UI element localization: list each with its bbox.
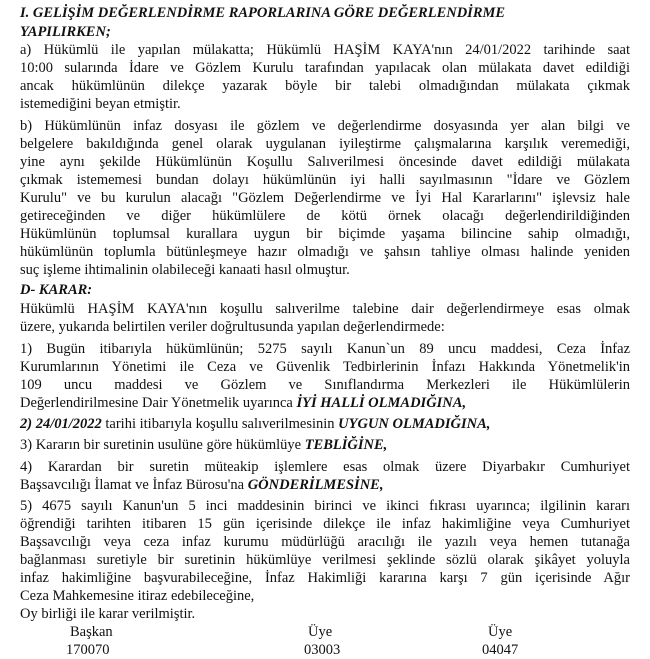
para-b-line: hükümlünün toplumla bütünleşmeye hazır olmadığı ve şahsın tahliye olması halinde yeniden (20, 244, 630, 260)
signature-id-cut: 170070 (66, 642, 110, 658)
item-5-line: Başsavcılığı veya ceza infaz kurumu müdürlüğü aracılığı ile yazılı veya hemen tutanağa (20, 534, 630, 550)
item-5-line: infaz hakimliğine başvurabileceğine, İnfaz Hakimliği kararına karşı 7 gün içerisinde Ağır (20, 570, 630, 586)
closing-line: Oy birliği ile karar verilmiştir. (20, 606, 196, 622)
decision-not-suitable: UYGUN OLMADIĞINA, (338, 416, 491, 432)
decision-send: GÖNDERİLMESİNE, (247, 477, 384, 493)
item-4-line: 4) Karardan bir suretin müteakip işlemlere esas olmak üzere Diyarbakır Cumhuriyet (20, 459, 630, 475)
signature-id-cut: 03003 (304, 642, 341, 658)
para-b-line: Hükümlünün toplumsal kurallara uygun bir biçimde yaşama bilincine sahip olmadığı, (20, 226, 630, 242)
decision-notify: TEBLİĞİNE, (304, 437, 388, 453)
item-3-line: 3) Kararın bir suretinin usulüne göre hükümlüye TEBLİĞİNE, (20, 437, 388, 453)
para-b-line: Kurulu" ve bu kurulun alacağı "Gözlem Değerlendirme ve İyi Hal Kararlarını" işlevsiz hale (20, 190, 630, 206)
signature-uye-1: Üye (308, 624, 333, 640)
signature-id-cut: 04047 (482, 642, 519, 658)
para-a-line: istemediğini beyan etmiştir. (20, 96, 181, 112)
para-b-line: çıkmak istememesi bundan dolayı hükümlünün iyi halli sayılmasının "İdare ve Gözlem (20, 172, 630, 188)
item-1-line: Değerlendirilmesine Dair Yönetmelik uyarınca İYİ HALLİ OLMADIĞINA, (20, 395, 467, 411)
signature-baskan: Başkan (70, 624, 113, 640)
item-5-line: Ceza Mahkemesine itiraz edebileceğine, (20, 588, 255, 604)
section-heading-continued: YAPILIRKEN; (20, 24, 111, 40)
item-5-line: 5) 4675 sayılı Kanun'un 5 inci maddesinin birinci ve ikinci fıkrası uyarınca; ilgilinin kararı (20, 498, 630, 514)
karar-heading: D- KARAR: (20, 282, 93, 298)
para-b-line: suç işleme ihtimalinin olabileceği kanaati hasıl olmuştur. (20, 262, 350, 278)
para-a-line: 10:00 sularında İdare ve Gözlem Kurulu tarafından yapılacak olan mülakata davet edildiği (20, 60, 630, 76)
item-2-line: 2) 24/01/2022 tarihi itibarıyla koşullu salıverilmesinin UYGUN OLMADIĞINA, (20, 416, 491, 432)
para-a-line: a) Hükümlü ile yapılan mülakatta; Hükümlü HAŞİM KAYA'nın 24/01/2022 tarihinde saat (20, 42, 630, 58)
item-4-line: Başsavcılığı İlamat ve İnfaz Bürosu'na GÖNDERİLMESİNE, (20, 477, 384, 493)
item-5-line: öğrendiği tarihten itibaren 15 gün içerisinde dilekçe ile infaz hakimliğine veya Cumhuriyet (20, 516, 630, 532)
para-a-line: ancak hükümlünün dilekçe yazarak böyle bir talebi olmadığından mülakata çıkmak (20, 78, 630, 94)
decision-date: 2) 24/01/2022 (20, 416, 102, 432)
karar-intro-line: Hükümlü HAŞİM KAYA'nın koşullu salıverilme talebine dair değerlendirmeye esas olmak (20, 301, 630, 317)
para-b-line: getireceğinden ve diğer hükümlülere de kötü örnek olacağı değerlendirildiğinden (20, 208, 630, 224)
item-1-line: 1) Bugün itibarıyla hükümlünün; 5275 sayılı Kanun`un 89 uncu maddesi, Ceza İnfaz (20, 341, 630, 357)
item-5-line: bağlanması suretiyle bir suretinin hükümlüye verilmesi şeklinde sözlü olarak şikâyet yoluyla (20, 552, 630, 568)
section-heading: I. GELİŞİM DEĞERLENDİRME RAPORLARINA GÖRE DEĞERLENDİRME (20, 5, 506, 21)
item-1-line: Kurumlarının Yönetimi ile Ceza ve Güvenlik Tedbirlerinin İnfazı Hakkında Yönetmelik'in (20, 359, 630, 375)
signature-uye-2: Üye (488, 624, 513, 640)
item-1-line: 109 uncu maddesi ve Gözlem ve Sınıflandırma Merkezleri ile Hükümlülerin (20, 377, 630, 393)
decision-not-good-conduct: İYİ HALLİ OLMADIĞINA, (296, 395, 467, 411)
para-b-line: b) Hükümlünün infaz dosyası ile gözlem ve değerlendirme dosyasında yer alan bilgi ve (20, 118, 630, 134)
karar-intro-line: üzere, yukarıda belirtilen veriler doğrultusunda yapılan değerlendirmede: (20, 319, 445, 335)
para-b-line: belgelere bakıldığında genel olarak uygulanan iyileştirme çalışmalarına karşılık veremediği, (20, 136, 630, 152)
para-b-line: yine aynı şekilde Hükümlünün Koşullu Salıverilmesi öncesinde davet edildiği mülakata (20, 154, 630, 170)
